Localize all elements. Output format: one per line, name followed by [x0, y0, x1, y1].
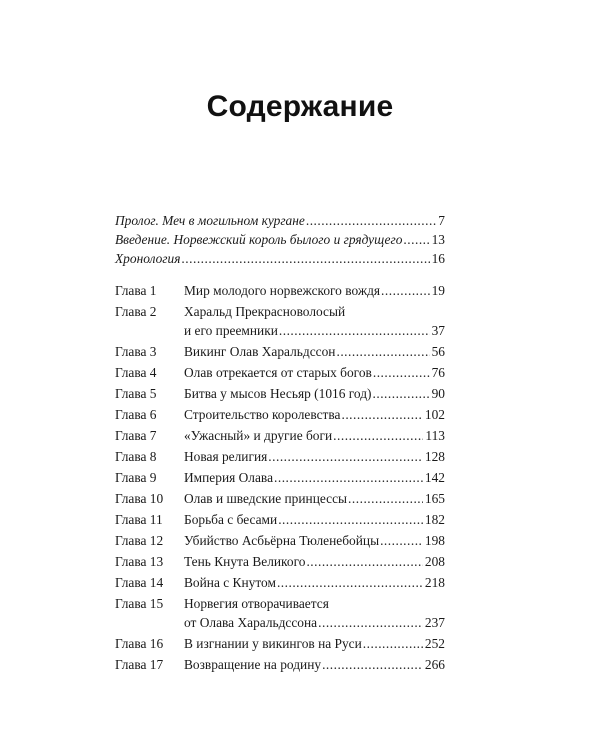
leader-dots	[277, 573, 423, 592]
chapter-title-text: Тень Кнута Великого	[184, 554, 306, 569]
chapter-label: Глава 14	[115, 575, 164, 590]
leader-dots	[278, 510, 423, 529]
page-number: 56	[431, 344, 445, 359]
chapter-list	[115, 281, 445, 674]
chapter-title-line	[184, 302, 445, 321]
chapter-entry[interactable]	[115, 489, 445, 508]
chapter-title-line	[184, 594, 445, 613]
chapter-label: Глава 8	[115, 449, 157, 464]
toc-entry[interactable]	[115, 249, 445, 268]
chapter-entry[interactable]	[115, 281, 445, 300]
page-number: 13	[431, 232, 445, 247]
chapter-entry[interactable]	[115, 363, 445, 382]
toc-entry[interactable]	[115, 230, 445, 249]
leader-dots	[363, 634, 423, 653]
chapter-title	[184, 302, 445, 340]
toc-entry-title: Введение. Норвежский король былого и грядущего	[115, 232, 403, 247]
chapter-title	[184, 510, 445, 529]
leader-dots	[322, 655, 423, 674]
leader-dots	[381, 281, 430, 300]
chapter-entry[interactable]	[115, 510, 445, 529]
chapter-title-line	[184, 342, 445, 361]
page-number: 113	[425, 428, 445, 443]
chapter-entry[interactable]	[115, 531, 445, 550]
chapter-title-line	[184, 447, 445, 466]
chapter-title-text: Викинг Олав Харальдссон	[184, 344, 336, 359]
leader-dots	[268, 447, 423, 466]
chapter-title-line	[184, 405, 445, 424]
chapter-title-text: Олав отрекается от старых богов	[184, 365, 372, 380]
chapter-title	[184, 468, 445, 487]
leader-dots	[181, 249, 429, 268]
chapter-title	[184, 531, 445, 550]
leader-dots	[318, 613, 423, 632]
chapter-title-line	[184, 363, 445, 382]
chapter-title-text: Строительство королевства	[184, 407, 341, 422]
chapter-title	[184, 384, 445, 403]
chapter-label: Глава 2	[115, 304, 157, 319]
chapter-label: Глава 17	[115, 657, 164, 672]
chapter-title-line	[184, 281, 445, 300]
chapter-entry[interactable]	[115, 655, 445, 674]
leader-dots	[373, 384, 430, 403]
page-number: 208	[424, 554, 445, 569]
leader-dots	[279, 321, 430, 340]
page-number: 218	[424, 575, 445, 590]
table-of-contents	[115, 211, 445, 676]
chapter-entry[interactable]	[115, 302, 445, 340]
chapter-label: Глава 10	[115, 491, 164, 506]
chapter-entry[interactable]	[115, 468, 445, 487]
chapter-title-text: Харальд Прекрасноволосый	[184, 304, 346, 319]
chapter-title-text: Новая религия	[184, 449, 268, 464]
chapter-entry[interactable]	[115, 552, 445, 571]
chapter-entry[interactable]	[115, 384, 445, 403]
chapter-title	[184, 594, 445, 632]
page-number: 252	[424, 636, 445, 651]
front-matter-list	[115, 211, 445, 268]
page-number: 237	[424, 615, 445, 630]
chapter-title-text: Возвращение на родину	[184, 657, 322, 672]
chapter-title-line	[184, 655, 445, 674]
page-number: 37	[431, 323, 445, 338]
leader-dots	[348, 489, 423, 508]
leader-dots	[274, 468, 423, 487]
chapter-title-line	[184, 321, 445, 340]
chapter-entry[interactable]	[115, 405, 445, 424]
page-number: 142	[424, 470, 445, 485]
chapter-label: Глава 4	[115, 365, 157, 380]
chapter-label: Глава 6	[115, 407, 157, 422]
chapter-title-line	[184, 613, 445, 632]
chapter-title-line	[184, 573, 445, 592]
page-number: 16	[431, 251, 445, 266]
chapter-entry[interactable]	[115, 594, 445, 632]
chapter-label: Глава 13	[115, 554, 164, 569]
chapter-label: Глава 11	[115, 512, 163, 527]
chapter-title-line	[184, 489, 445, 508]
chapter-title	[184, 426, 445, 445]
chapter-label: Глава 15	[115, 596, 164, 611]
chapter-title-text: Империя Олава	[184, 470, 274, 485]
page-title: Содержание	[206, 90, 394, 123]
chapter-label: Глава 5	[115, 386, 157, 401]
chapter-title-text: В изгнании у викингов на Руси	[184, 636, 362, 651]
chapter-title	[184, 447, 445, 466]
page-number: 266	[424, 657, 445, 672]
chapter-label: Глава 16	[115, 636, 164, 651]
chapter-entry[interactable]	[115, 447, 445, 466]
chapter-label: Глава 12	[115, 533, 164, 548]
chapter-title-line	[184, 510, 445, 529]
toc-entry-title: Пролог. Меч в могильном кургане	[115, 213, 305, 228]
chapter-title-text: и его преемники	[184, 323, 278, 338]
chapter-title-text: Норвегия отворачивается	[184, 596, 329, 611]
chapter-title-line	[184, 634, 445, 653]
toc-entry-title: Хронология	[115, 251, 181, 266]
chapter-label: Глава 9	[115, 470, 157, 485]
chapter-title-line	[184, 426, 445, 445]
chapter-title	[184, 281, 445, 300]
chapter-title-text: Война с Кнутом	[184, 575, 276, 590]
chapter-title	[184, 552, 445, 571]
chapter-title	[184, 405, 445, 424]
chapter-title-text: Битва у мысов Несьяр (1016 год)	[184, 386, 372, 401]
chapter-label: Глава 3	[115, 344, 157, 359]
chapter-title	[184, 342, 445, 361]
chapter-title-line	[184, 531, 445, 550]
page-number: 198	[424, 533, 445, 548]
leader-dots	[336, 342, 429, 361]
page-number: 76	[431, 365, 445, 380]
leader-dots	[403, 230, 429, 249]
chapter-title	[184, 489, 445, 508]
leader-dots	[333, 426, 423, 445]
chapter-title-text: Мир молодого норвежского вождя	[184, 283, 381, 298]
leader-dots	[373, 363, 430, 382]
chapter-label: Глава 1	[115, 283, 157, 298]
chapter-title-line	[184, 552, 445, 571]
chapter-title-line	[184, 384, 445, 403]
chapter-entry[interactable]	[115, 573, 445, 592]
toc-entry[interactable]	[115, 211, 445, 230]
leader-dots	[341, 405, 422, 424]
page-number: 128	[424, 449, 445, 464]
chapter-title	[184, 363, 445, 382]
chapter-title-text: Убийство Асбьёрна Тюленебойцы	[184, 533, 380, 548]
page-number: 7	[438, 213, 445, 228]
page-number: 182	[424, 512, 445, 527]
page-number: 165	[424, 491, 445, 506]
chapter-title-line	[184, 468, 445, 487]
chapter-title-text: от Олава Харальдссона	[184, 615, 318, 630]
page-number: 19	[431, 283, 445, 298]
chapter-title-text: «Ужасный» и другие боги	[184, 428, 333, 443]
chapter-entry[interactable]	[115, 426, 445, 445]
chapter-label: Глава 7	[115, 428, 157, 443]
leader-dots	[306, 552, 422, 571]
leader-dots	[380, 531, 423, 550]
page-number: 90	[431, 386, 445, 401]
chapter-title	[184, 655, 445, 674]
chapter-entry[interactable]	[115, 342, 445, 361]
chapter-title-text: Олав и шведские принцессы	[184, 491, 348, 506]
chapter-title-text: Борьба с бесами	[184, 512, 278, 527]
chapter-entry[interactable]	[115, 634, 445, 653]
chapter-title	[184, 573, 445, 592]
chapter-title	[184, 634, 445, 653]
page-number: 102	[424, 407, 445, 422]
leader-dots	[306, 211, 436, 230]
